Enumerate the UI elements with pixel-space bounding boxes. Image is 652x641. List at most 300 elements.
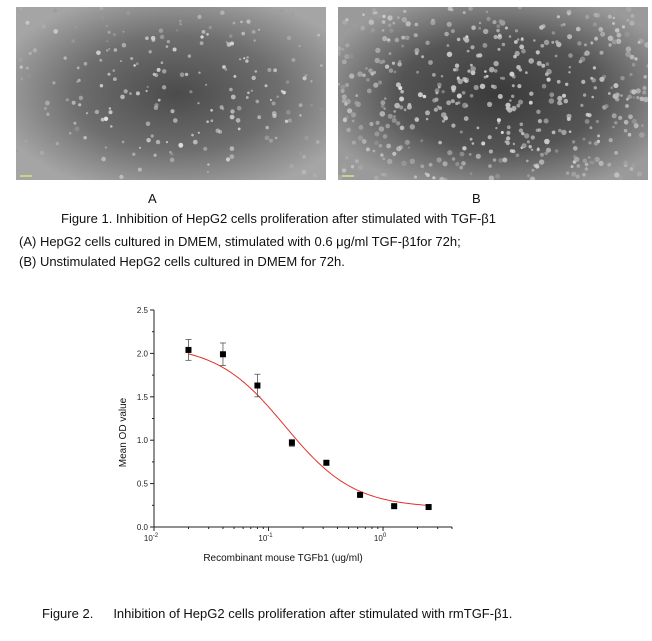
cell <box>197 102 199 104</box>
cell <box>580 104 583 107</box>
cell <box>622 25 625 28</box>
cell <box>26 21 30 25</box>
dose-response-chart <box>108 300 468 570</box>
cell <box>483 29 488 34</box>
cell <box>257 115 261 119</box>
cell <box>588 141 591 144</box>
cell <box>642 86 646 90</box>
cell <box>476 154 481 159</box>
cell <box>628 133 632 137</box>
cell <box>387 38 390 41</box>
cell <box>544 119 549 124</box>
figure1-caption-a: (A) HepG2 cells cultured in DMEM, stimulated with 0.6 μg/ml TGF-β1for 72h; <box>19 234 461 249</box>
cell <box>346 128 351 133</box>
cell <box>477 127 480 130</box>
cell <box>205 84 207 86</box>
cell <box>251 90 253 92</box>
cell <box>317 34 320 37</box>
cell <box>414 175 417 178</box>
cell <box>470 45 474 49</box>
cell <box>470 64 473 67</box>
cell <box>489 150 493 154</box>
cell <box>495 174 500 179</box>
cell <box>557 15 560 18</box>
cell <box>410 124 415 129</box>
cell <box>380 111 386 117</box>
cell <box>470 94 474 98</box>
cell <box>207 163 209 165</box>
cell <box>376 121 380 125</box>
cell <box>612 39 617 44</box>
cell <box>597 134 600 137</box>
cell <box>218 130 222 134</box>
y-tick-label: 1.0 <box>136 436 148 446</box>
y-tick-label: 2.5 <box>136 306 148 315</box>
cell <box>639 132 645 138</box>
data-point <box>323 460 329 466</box>
cell <box>594 141 598 145</box>
cell <box>600 32 605 37</box>
cell <box>593 13 597 17</box>
cell <box>105 25 107 27</box>
cell <box>230 109 234 113</box>
cell <box>372 8 376 12</box>
cell <box>539 159 544 164</box>
cell <box>489 67 495 73</box>
cell <box>367 89 372 94</box>
cell <box>620 94 623 97</box>
cell <box>202 30 206 34</box>
cell <box>574 157 579 162</box>
cell <box>462 91 466 95</box>
cell <box>345 43 349 47</box>
cell <box>470 66 476 72</box>
cell <box>540 153 544 157</box>
cell <box>584 43 587 46</box>
cell <box>395 38 400 43</box>
cell <box>95 110 99 114</box>
cell <box>191 134 194 137</box>
cell <box>544 139 550 145</box>
cell <box>158 99 161 102</box>
cell <box>74 26 77 29</box>
cell <box>122 141 125 144</box>
cell <box>375 48 380 53</box>
cell <box>266 126 269 129</box>
cell <box>241 32 245 36</box>
cell <box>593 22 597 26</box>
cell <box>225 68 228 71</box>
cell <box>410 159 415 164</box>
cell <box>408 147 410 149</box>
cell <box>109 110 113 114</box>
cell <box>220 105 224 109</box>
cell <box>252 30 256 34</box>
cell <box>45 101 50 106</box>
cell <box>487 102 492 107</box>
cell <box>29 52 32 55</box>
cell <box>609 138 613 142</box>
cell <box>385 65 389 69</box>
cell <box>430 20 435 25</box>
cell <box>442 161 447 166</box>
cell <box>498 94 503 99</box>
cell <box>567 34 572 39</box>
cell <box>160 35 164 39</box>
cell <box>394 103 400 109</box>
cell <box>539 25 544 30</box>
cell <box>42 24 46 28</box>
cell <box>537 61 542 66</box>
cell <box>642 91 646 95</box>
cell <box>356 102 361 107</box>
cell <box>210 109 213 112</box>
cell <box>551 41 554 44</box>
cell <box>286 81 289 84</box>
cell <box>146 138 150 142</box>
cell <box>451 9 454 12</box>
cell <box>396 121 400 125</box>
cell <box>498 122 501 125</box>
figure1-caption-b: (B) Unstimulated HepG2 cells cultured in DMEM for 72h. <box>19 254 345 269</box>
cell <box>506 136 510 140</box>
cell <box>366 147 370 151</box>
cell <box>462 103 468 109</box>
cell <box>348 54 353 59</box>
cell <box>379 126 385 132</box>
data-point <box>391 503 397 509</box>
cell <box>591 78 596 83</box>
cell <box>455 64 459 68</box>
cell <box>643 75 647 79</box>
cell <box>358 135 363 140</box>
cell <box>624 120 629 125</box>
cell <box>392 22 395 25</box>
cell <box>451 85 456 90</box>
cell <box>189 90 192 93</box>
cell <box>483 43 488 48</box>
cell <box>77 67 80 70</box>
cell <box>517 38 520 41</box>
data-point <box>426 504 432 510</box>
cell <box>614 121 617 124</box>
cell <box>258 29 260 31</box>
cell <box>72 101 76 105</box>
cell <box>104 117 108 121</box>
cell <box>138 168 142 172</box>
cell <box>405 140 410 145</box>
cell <box>78 103 81 106</box>
cell <box>197 15 201 19</box>
cell <box>286 110 291 115</box>
cell <box>375 58 380 63</box>
cell <box>608 92 611 95</box>
cell <box>220 10 225 15</box>
cell <box>421 165 425 169</box>
cell <box>497 118 501 122</box>
cell <box>493 61 498 66</box>
cell <box>247 92 250 95</box>
cell <box>240 21 243 24</box>
scale-bar <box>342 175 354 177</box>
y-axis-label: Mean OD value <box>118 397 129 468</box>
cell <box>340 85 345 90</box>
cell <box>388 114 393 119</box>
cell <box>310 104 313 107</box>
data-point <box>254 383 260 389</box>
cell <box>598 27 603 32</box>
cell <box>120 60 122 62</box>
cell <box>267 68 271 72</box>
cell <box>166 45 169 48</box>
cell <box>572 140 575 143</box>
cell <box>96 51 101 56</box>
cell <box>629 21 634 26</box>
cell <box>464 116 469 121</box>
cell <box>304 135 309 140</box>
cell <box>342 94 347 99</box>
cell <box>555 40 558 43</box>
cell <box>255 70 258 73</box>
y-tick-label: 0.5 <box>136 479 148 489</box>
cell <box>198 132 200 134</box>
cell <box>610 86 613 89</box>
cell <box>522 143 527 148</box>
cell <box>71 39 75 43</box>
cell <box>389 52 392 55</box>
cell <box>166 141 168 143</box>
cell <box>625 32 630 37</box>
cell <box>272 102 276 106</box>
cell <box>624 129 628 133</box>
cell <box>585 15 589 19</box>
cell <box>537 148 540 151</box>
cell <box>521 37 524 40</box>
cell <box>615 28 620 33</box>
figure2-caption-number: Figure 2. <box>42 606 94 621</box>
cell <box>20 7 23 10</box>
cell <box>99 59 102 62</box>
data-point <box>185 347 191 353</box>
cell <box>529 92 533 96</box>
cell <box>252 76 256 80</box>
cell <box>594 37 598 41</box>
cell <box>238 128 241 131</box>
cell <box>502 43 506 47</box>
cell <box>512 84 515 87</box>
figure2-caption <box>42 606 512 621</box>
cell <box>478 53 482 57</box>
cell <box>447 150 452 155</box>
cell <box>399 105 403 109</box>
cell <box>521 49 526 54</box>
cell <box>506 106 510 110</box>
cell <box>52 81 55 84</box>
cell <box>366 78 370 82</box>
cell <box>593 66 596 69</box>
cell <box>629 73 632 76</box>
cell <box>385 124 390 129</box>
cell <box>546 62 550 66</box>
cell <box>185 73 188 76</box>
cell <box>375 132 380 137</box>
cell <box>373 150 376 153</box>
cell <box>229 88 233 92</box>
cell <box>415 52 418 55</box>
cell <box>612 113 617 118</box>
cell <box>159 29 163 33</box>
cell <box>347 108 352 113</box>
cell <box>374 141 378 145</box>
cell <box>484 70 487 73</box>
cell <box>533 39 535 41</box>
cell <box>299 151 303 155</box>
cell <box>108 31 111 34</box>
cell <box>299 114 301 116</box>
cell <box>113 33 116 36</box>
cell <box>457 94 462 99</box>
cell <box>481 142 485 146</box>
cell <box>313 174 317 178</box>
cell <box>471 25 476 30</box>
cell <box>344 102 347 105</box>
cell <box>382 36 387 41</box>
cell <box>516 153 520 157</box>
cell <box>126 11 130 15</box>
cell <box>561 130 566 135</box>
cell <box>538 119 542 123</box>
cell <box>243 57 245 59</box>
cell <box>571 172 576 177</box>
cell <box>617 33 622 38</box>
cell <box>230 146 235 151</box>
cell <box>136 91 140 95</box>
cell <box>239 58 241 60</box>
cell <box>432 98 436 102</box>
cell <box>577 164 581 168</box>
cell <box>421 55 424 58</box>
cell <box>401 161 406 166</box>
cell <box>386 144 391 149</box>
cell <box>285 120 288 123</box>
cell <box>486 17 490 21</box>
cell <box>458 79 463 84</box>
cell <box>420 139 423 142</box>
cell <box>526 160 529 163</box>
cell <box>463 11 466 14</box>
figure1-caption-title: Figure 1. Inhibition of HepG2 cells proliferation after stimulated with TGF-β1 <box>61 211 496 226</box>
cell <box>630 167 634 171</box>
cell <box>173 48 177 52</box>
cell <box>198 72 200 74</box>
cell <box>531 149 533 151</box>
x-tick-label: $10^0$ <box>373 533 387 543</box>
cell <box>170 158 175 163</box>
cell <box>211 119 214 122</box>
cell <box>352 22 357 27</box>
cell <box>402 17 407 22</box>
cell <box>362 74 366 78</box>
cell <box>582 173 586 177</box>
cell <box>396 146 401 151</box>
cell <box>519 128 523 132</box>
cell <box>156 140 160 144</box>
cell <box>540 44 544 48</box>
cell <box>513 109 516 112</box>
cell <box>425 41 429 45</box>
cell <box>69 132 71 134</box>
cell <box>83 136 86 139</box>
cell <box>612 22 615 25</box>
cell <box>500 77 503 80</box>
cell <box>200 35 203 38</box>
cell <box>200 41 204 45</box>
cell <box>632 63 636 67</box>
cell <box>429 163 433 167</box>
cell <box>403 10 406 13</box>
cell <box>237 106 242 111</box>
cell <box>626 46 632 52</box>
cell <box>637 172 642 177</box>
cell <box>640 97 645 102</box>
cell <box>226 157 230 161</box>
cell <box>569 66 571 68</box>
cell <box>113 77 117 81</box>
cell <box>533 164 537 168</box>
cell <box>613 17 615 19</box>
cell <box>588 156 591 159</box>
cell <box>379 144 383 148</box>
cell <box>498 34 502 38</box>
cell <box>499 19 503 23</box>
cell <box>408 103 412 107</box>
cell <box>513 143 515 145</box>
cell <box>406 21 411 26</box>
cell <box>447 52 452 57</box>
cell <box>614 172 619 177</box>
cell <box>527 174 530 177</box>
cell <box>378 81 382 85</box>
cell <box>634 18 638 22</box>
cell <box>233 22 236 25</box>
cell <box>583 138 586 141</box>
cell <box>452 157 455 160</box>
cell <box>169 151 172 154</box>
cell <box>64 56 67 59</box>
cell <box>345 83 349 87</box>
cell <box>66 98 69 101</box>
cell <box>549 92 554 97</box>
cell <box>354 174 357 177</box>
x-tick-label: $10^{-1}$ <box>258 533 273 543</box>
cell <box>119 175 123 179</box>
cell <box>379 15 382 18</box>
cell <box>392 152 396 156</box>
cell <box>179 23 182 26</box>
cell <box>100 84 103 87</box>
cell <box>146 122 151 127</box>
cell <box>73 122 76 125</box>
cell <box>414 33 418 37</box>
cell <box>558 129 562 133</box>
cell <box>585 163 589 167</box>
cell <box>123 31 125 33</box>
cell <box>567 117 571 121</box>
cell <box>498 48 501 51</box>
cell <box>438 141 442 145</box>
cell <box>401 45 404 48</box>
cell <box>400 90 404 94</box>
